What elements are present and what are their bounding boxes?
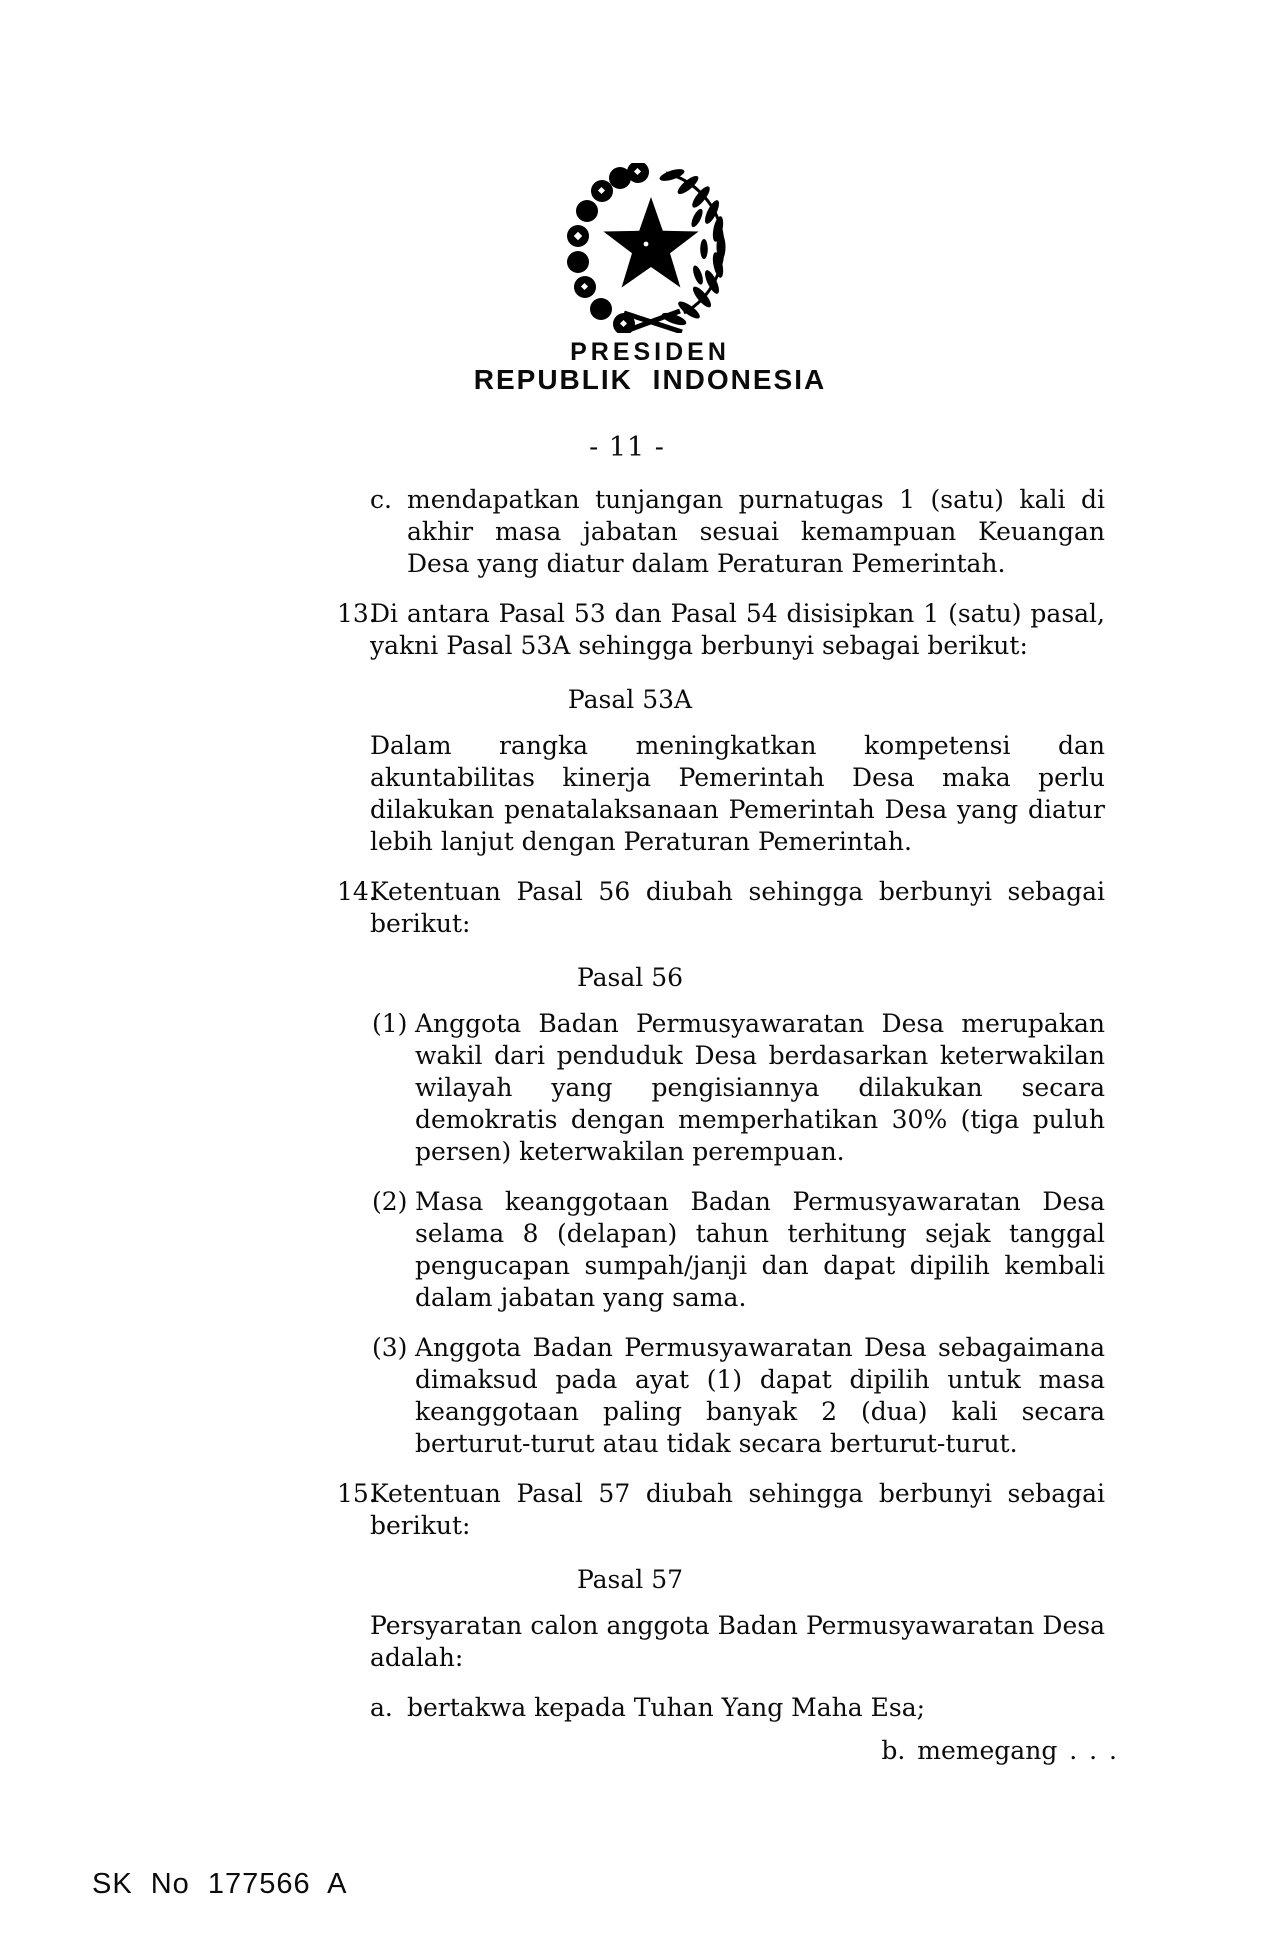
ayat-marker: (2) (372, 1187, 408, 1216)
ayat-marker: (3) (372, 1333, 408, 1362)
list-item-text: bertakwa kepada Tuhan Yang Maha Esa; (407, 1693, 926, 1722)
list-item-marker: 14. (337, 877, 377, 906)
pasal-57-heading: Pasal 57 (576, 1565, 684, 1594)
list-item-text: mendapatkan tunjangan purnatugas 1 (satu) kali di akhir masa jabatan sesuai kemampuan Keuangan Desa yang diatur dalam Peraturan Pemerintah. (407, 485, 1105, 578)
ayat-1 (372, 1008, 1105, 1168)
list-item-marker: 13. (337, 599, 377, 628)
org-title-line2: REPUBLIK INDONESIA (473, 364, 827, 395)
list-item-marker: c. (370, 485, 392, 514)
list-item-text: Ketentuan Pasal 56 diubah sehingga berbunyi sebagai berikut: (370, 877, 1105, 938)
ayat-marker: (1) (372, 1009, 408, 1038)
ayat-text: Anggota Badan Permusyawaratan Desa merupakan wakil dari penduduk Desa berdasarkan keterwakilan wilayah yang pengisiannya dilakukan secara demokratis dengan memperhatikan 30% (tiga puluh persen) keterwakilan perempuan. (415, 1009, 1105, 1166)
list-item-marker: 15. (337, 1479, 377, 1508)
org-title-line1: PRESIDEN (570, 338, 730, 366)
pasal-56-heading: Pasal 56 (576, 963, 684, 992)
list-item-15 (337, 1478, 1105, 1542)
ayat-3 (372, 1332, 1105, 1460)
list-item-14 (337, 876, 1105, 940)
page-number: - 11 - (589, 432, 665, 463)
list-item-text: Ketentuan Pasal 57 diubah sehingga berbunyi sebagai berikut: (370, 1479, 1105, 1540)
list-item-text: Di antara Pasal 53 dan Pasal 54 disisipkan 1 (satu) pasal, yakni Pasal 53A sehingga berbunyi sebagai berikut: (370, 599, 1105, 660)
ayat-text: Masa keanggotaan Badan Permusyawaratan Desa selama 8 (delapan) tahun terhitung sejak tanggal pengucapan sumpah/janji dan dapat dipilih kembali dalam jabatan yang sama. (415, 1187, 1105, 1312)
ayat-2 (372, 1186, 1105, 1314)
pasal-57-intro: Persyaratan calon anggota Badan Permusyawaratan Desa adalah: (370, 1611, 1105, 1672)
sk-registration-number: SK No 177566 A (92, 1868, 348, 1900)
list-item-marker: a. (370, 1693, 393, 1722)
presidential-star-wreath-emblem-icon (566, 163, 734, 333)
document-header (25, 0, 1275, 395)
document-body (337, 484, 1105, 1742)
ayat-text: Anggota Badan Permusyawaratan Desa sebagaimana dimaksud pada ayat (1) dapat dipilih untuk masa keanggotaan paling banyak 2 (dua) kali secara berturut-turut atau tidak secara berturut-turut. (415, 1333, 1105, 1458)
list-item-13 (337, 598, 1105, 662)
catchword: b. memegang . . . (881, 1736, 1117, 1765)
pasal-53a-body: Dalam rangka meningkatkan kompetensi dan akuntabilitas kinerja Pemerintah Desa maka perlu dilakukan penatalaksanaan Pemerintah Desa yang diatur lebih lanjut dengan Peraturan Pemerintah. (370, 731, 1105, 856)
pasal-53a-heading: Pasal 53A (567, 685, 693, 714)
list-item-c (370, 484, 1105, 580)
list-item-a (370, 1692, 1105, 1724)
